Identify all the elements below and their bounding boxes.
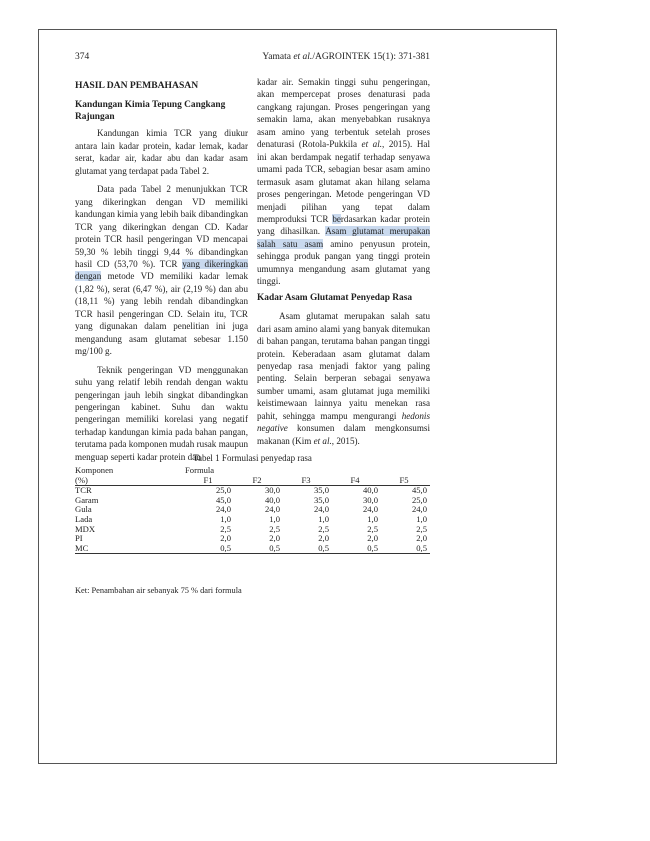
table-row: Gula 24,0 24,0 24,0 24,0 24,0: [75, 504, 427, 515]
table-row: Garam 45,0 40,0 35,0 30,0 25,0: [75, 494, 427, 505]
paragraph: Data pada Tabel 2 menunjukkan TCR yang dikeringkan dengan VD memiliki kandungan kimia yang lebih baik dibandingkan TCR yang dikeringkan dengan CD. Kadar protein TCR hasil pengeringan VD mencapai 59,30 % lebih tinggi 9,44 % dibandingkan hasil CD (53,70 %). TCR yang dikeringkan dengan metode VD memiliki kadar lemak (1,82 %), serat (6,47 %), air (2,19 %) dan abu (18,11 %) yang lebih rendah dibandingkan TCR hasil pengeringan CD. Selain itu, TCR yang digunakan dalam penelitian ini juga mengandung asam glutamat sebesar 1.150 mg/100 g.: [75, 184, 248, 357]
header-f4: F4: [332, 476, 381, 486]
subsection-heading: Kandungan Kimia Tepung Cangkang Rajungan: [75, 100, 226, 123]
paragraph: Teknik pengeringan VD menggunakan suhu yang relatif lebih rendah dengan waktu pengeringan jauh lebih singkat dibandingkan pengeringan kabinet. Suhu dan waktu pengeringan memiliki korelasi yang negatif terhadap kandungan kimia pada bahan pangan, terutama pada komponen mudah rusak maupun menguap seperti kadar protein dan: [75, 364, 248, 462]
header-f2: F2: [234, 476, 283, 486]
header-unit: (%): [75, 476, 185, 486]
header-f1: F1: [185, 476, 234, 486]
journal-reference: Yamata et al./AGROINTEK 15(1): 371-381: [262, 52, 430, 62]
subsection-heading: Kadar Asam Glutamat Penyedap Rasa: [257, 292, 413, 303]
table-caption: Tabel 1 Formulasi penyedap rasa: [193, 453, 312, 463]
table-subheader-row: [75, 476, 430, 486]
section-heading: HASIL DAN PEMBAHASAN: [75, 80, 199, 91]
table-row: Lada 1,0 1,0 1,0 1,0 1,0: [75, 513, 427, 524]
page-number: 374: [75, 52, 90, 62]
right-column: [257, 76, 430, 447]
header-formula: Formula: [185, 465, 215, 475]
table-row: MC 0,5 0,5 0,5 0,5 0,5: [75, 544, 430, 554]
table-row: MDX 2,5 2,5 2,5 2,5 2,5: [75, 523, 427, 534]
formula-table: [75, 466, 430, 554]
header-f3: F3: [283, 476, 332, 486]
running-header: [75, 52, 430, 66]
header-komponen: Komponen: [75, 465, 114, 475]
text-selection[interactable]: Asam glutamat merupakan salah satu asam: [257, 226, 431, 249]
table-row: TCR 25,0 30,0 35,0 40,0 45,0: [75, 485, 427, 496]
table-row: PI 2,0 2,0 2,0 2,0 2,0: [75, 533, 427, 544]
text-selection[interactable]: yang dikeringkan dengan: [75, 258, 248, 282]
header-f5: F5: [381, 476, 430, 486]
left-column: [75, 76, 248, 463]
text-selection[interactable]: be: [332, 213, 341, 224]
table-note: Ket: Penambahan air sebanyak 75 % dari formula: [75, 586, 242, 595]
paragraph: Asam glutamat merupakan salah satu dari asam amino alami yang banyak ditemukan di bahan pangan, terutama bahan pangan tinggi protein. Keberadaan asam glutamat dalam penyedap rasa menjadi faktor yang paling penting. Selain berperan sebagai senyawa sumber umami, asam glutamat juga memiliki keistimewaan lainnya yaitu menekan rasa pahit, sehingga mampu mengurangi hedonis negative konsumen dalam mengkonsumsi makanan (Kim et al., 2015).: [257, 311, 430, 446]
paragraph: kadar air. Semakin tinggi suhu pengeringan, akan mempercepat proses denaturasi pada cangkang rajungan. Proses pengeringan yang semakin lama, akan menyebabkan rusaknya asam amino yang terbentuk setelah proses denaturasi (Rotola-Pukkila et al., 2015). Hal ini akan berdampak negatif terhadap senyawa umami pada TCR, sebagian besar asam amino termasuk asam glutamat akan hilang selama proses pengeringan. Metode pengeringan VD menjadi pilihan yang tepat dalam memproduksi TCR berdasarkan kadar protein yang dihasilkan. Asam glutamat merupakan salah satu asam amino penyusun protein, sehingga produk pangan yang tinggi protein umumnya mengandung asam glutamat yang tinggi.: [257, 77, 431, 287]
paragraph: Kandungan kimia TCR yang diukur antara lain kadar protein, kadar lemak, kadar serat, kadar air, kadar abu dan kadar asam glutamat yang terdapat pada Tabel 2.: [75, 128, 248, 176]
